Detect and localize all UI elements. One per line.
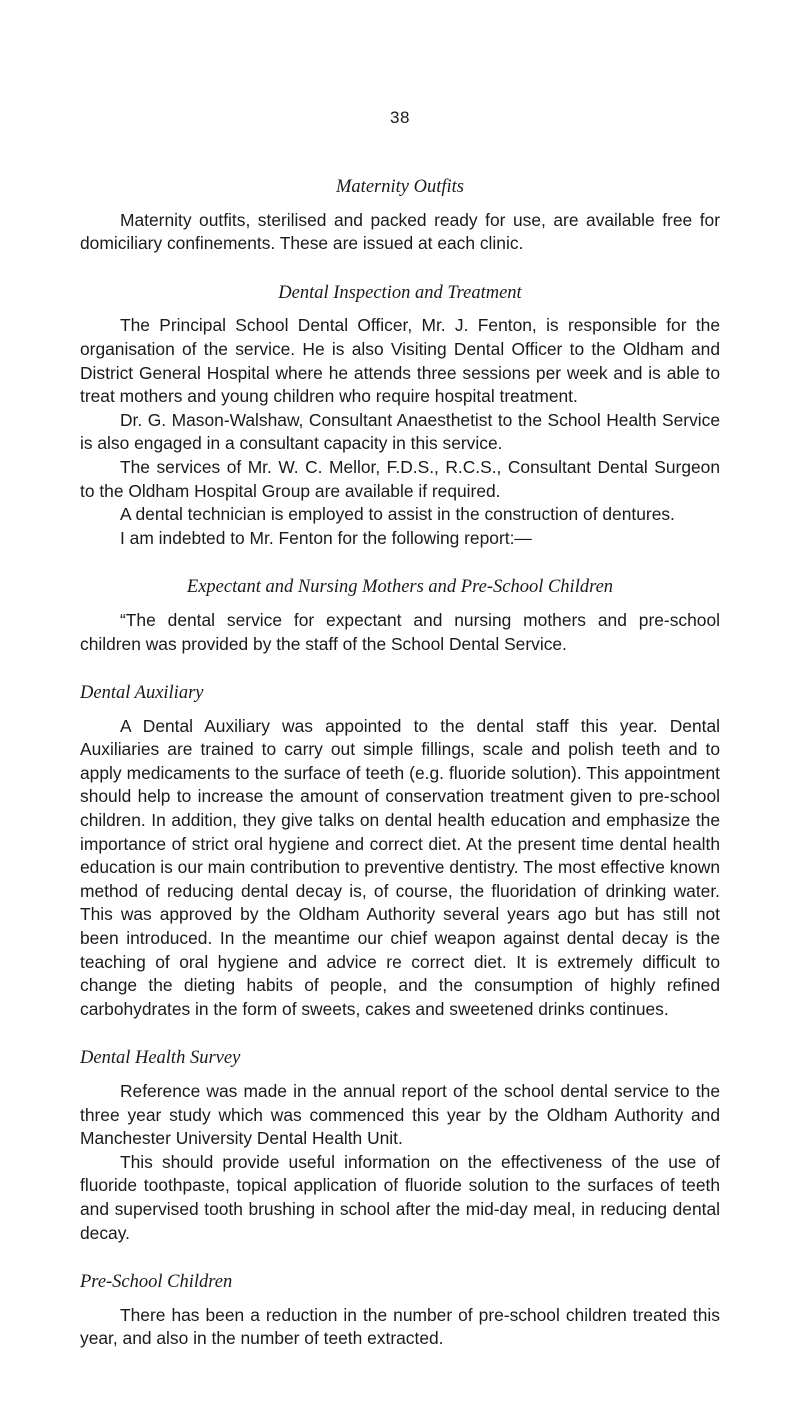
paragraph: A dental technician is employed to assist in the construction of dentures. xyxy=(120,504,675,525)
paragraph: This should provide useful information on the effectiveness of the use of fluoride toothpaste, topical application of fluoride solution to the surfaces of teeth and supervised tooth brushing in school after the mid-day meal, in reducing dental decay. xyxy=(80,1151,720,1243)
section-heading: Dental Health Survey xyxy=(80,1048,241,1069)
paragraph: There has been a reduction in the number of pre-school children treated this year, and also in the number of teeth extracted. xyxy=(80,1304,720,1349)
paragraph: “The dental service for expectant and nursing mothers and pre-school children was provided by the staff of the School Dental Service. xyxy=(80,609,720,654)
section-heading: Pre-School Children xyxy=(80,1272,233,1293)
section-heading: Maternity Outfits xyxy=(336,177,464,197)
paragraph: Dr. G. Mason-Walshaw, Consultant Anaesthetist to the School Health Service is also engaged in a consultant capacity in this service. xyxy=(80,409,720,454)
paragraph: The Principal School Dental Officer, Mr. J. Fenton, is responsible for the organisation of the service. He is also Visiting Dental Officer to the Oldham and District General Hospital where he attends three sessions per week and is able to treat mothers and young children who require hospital treatment. xyxy=(80,315,720,407)
section-maternity-outfits xyxy=(80,176,720,256)
paragraph: Reference was made in the annual report of the school dental service to the three year study which was commenced this year by the Oldham Authority and Manchester University Dental Health Unit. xyxy=(80,1081,720,1149)
section-heading: Expectant and Nursing Mothers and Pre-School Children xyxy=(186,577,614,598)
section-heading: Dental Auxiliary xyxy=(80,683,204,704)
paragraph: The services of Mr. W. C. Mellor, F.D.S., R.C.S., Consultant Dental Surgeon to the Oldham Hospital Group are available if required. xyxy=(80,456,720,501)
section-dental-auxiliary xyxy=(80,682,720,1021)
paragraph: I am indebted to Mr. Fenton for the following report:— xyxy=(120,527,532,548)
section-dental-health-survey xyxy=(80,1047,720,1245)
section-pre-school-children xyxy=(80,1271,720,1351)
section-dental-inspection xyxy=(80,282,720,551)
section-expectant-mothers xyxy=(80,576,720,656)
paragraph: Maternity outfits, sterilised and packed ready for use, are available free for domiciliary confinements. These are issued at each clinic. xyxy=(80,209,720,254)
page-number: 38 xyxy=(390,108,410,127)
paragraph: A Dental Auxiliary was appointed to the dental staff this year. Dental Auxiliaries are trained to carry out simple fillings, scale and polish teeth and to apply medicaments to the surface of teeth (e.g. fluoride solution). This appointment should help to increase the amount of conservation treatment given to pre-school children. In addition, they give talks on dental health education and emphasize the importance of strict oral hygiene and correct diet. At the present time dental health education is our main contribution to preventive dentistry. The most effective known method of reducing dental decay is, of course, the fluoridation of drinking water. This was approved by the Oldham Authority several years ago but has still not been introduced. In the meantime our chief weapon against dental decay is the teaching of oral hygiene and advice re correct diet. It is extremely difficult to change the dieting habits of people, and the consumption of highly refined carbohydrates in the form of sweets, cakes and sweetened drinks continues. xyxy=(80,715,720,1019)
section-heading: Dental Inspection and Treatment xyxy=(278,282,522,303)
page-content xyxy=(80,176,720,1377)
